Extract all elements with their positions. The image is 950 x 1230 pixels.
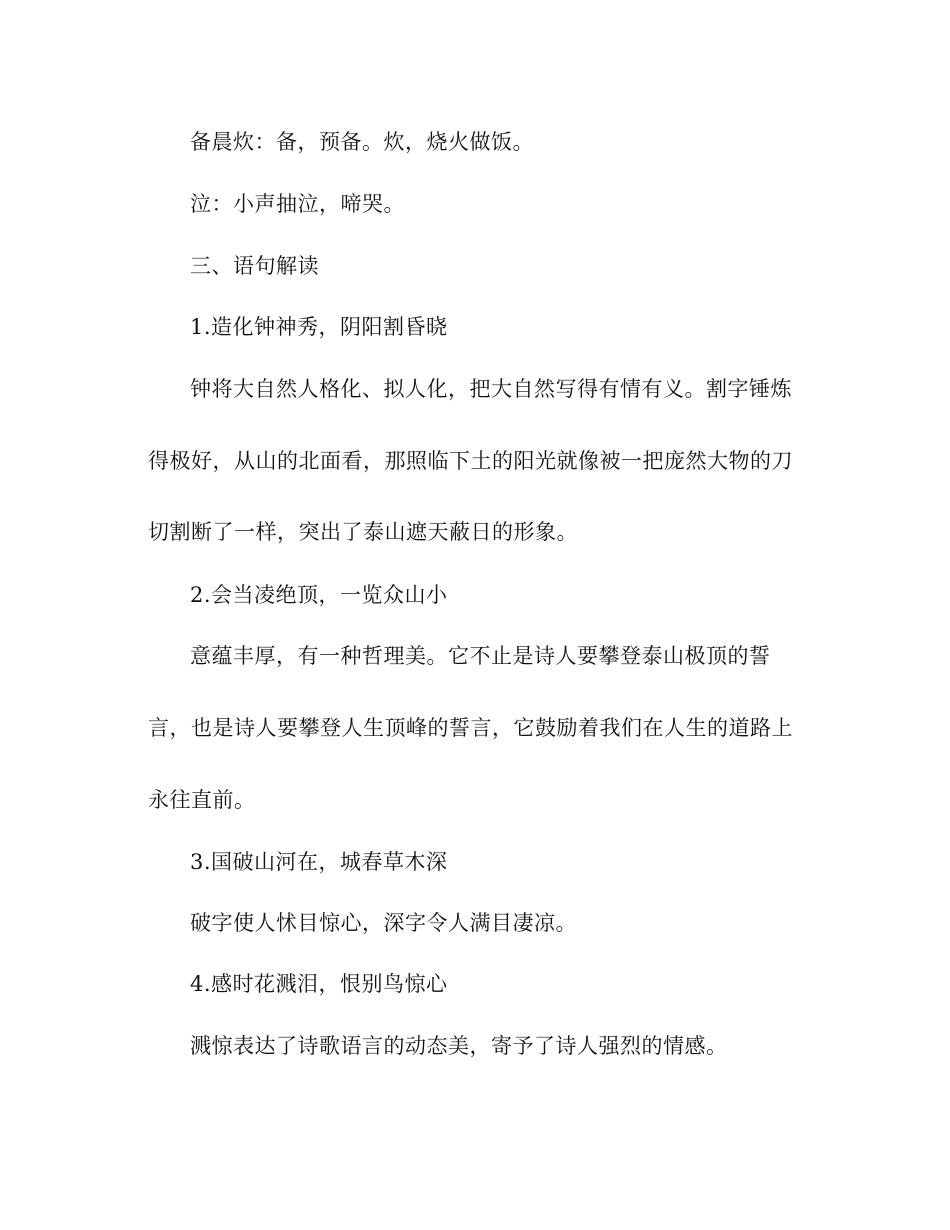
paragraph-1-line-3: 切割断了一样，突出了泰山遮天蔽日的形象。: [148, 520, 578, 544]
paragraph-2-line-2: 言，也是诗人要攀登人生顶峰的誓言，它鼓励着我们在人生的道路上: [148, 716, 793, 740]
item-heading-1: 1.造化钟神秀，阴阳割昏晓: [190, 315, 448, 339]
vocab-qi: 泣：小声抽泣，啼哭。: [190, 192, 405, 216]
item-heading-2: 2.会当凌绝顶，一览众山小: [190, 583, 448, 607]
item-heading-3: 3.国破山河在，城春草木深: [190, 850, 448, 874]
vocab-bei-chen-chui: 备晨炊：备，预备。炊，烧火做饭。: [190, 130, 534, 154]
section-heading: 三、语句解读: [190, 254, 319, 278]
paragraph-1-line-1: 钟将大自然人格化、拟人化，把大自然写得有情有义。割字锤炼: [190, 377, 792, 401]
paragraph-3: 破字使人怵目惊心，深字令人满目凄凉。: [190, 911, 577, 935]
paragraph-4: 溅惊表达了诗歌语言的动态美，寄予了诗人强烈的情感。: [190, 1034, 728, 1058]
paragraph-2-line-3: 永往直前。: [148, 788, 256, 812]
item-heading-4: 4.感时花溅泪，恨别鸟惊心: [190, 972, 448, 996]
paragraph-1-line-2: 得极好，从山的北面看，那照临下土的阳光就像被一把庞然大物的刀: [148, 449, 793, 473]
paragraph-2-line-1: 意蕴丰厚，有一种哲理美。它不止是诗人要攀登泰山极顶的誓: [190, 644, 771, 668]
